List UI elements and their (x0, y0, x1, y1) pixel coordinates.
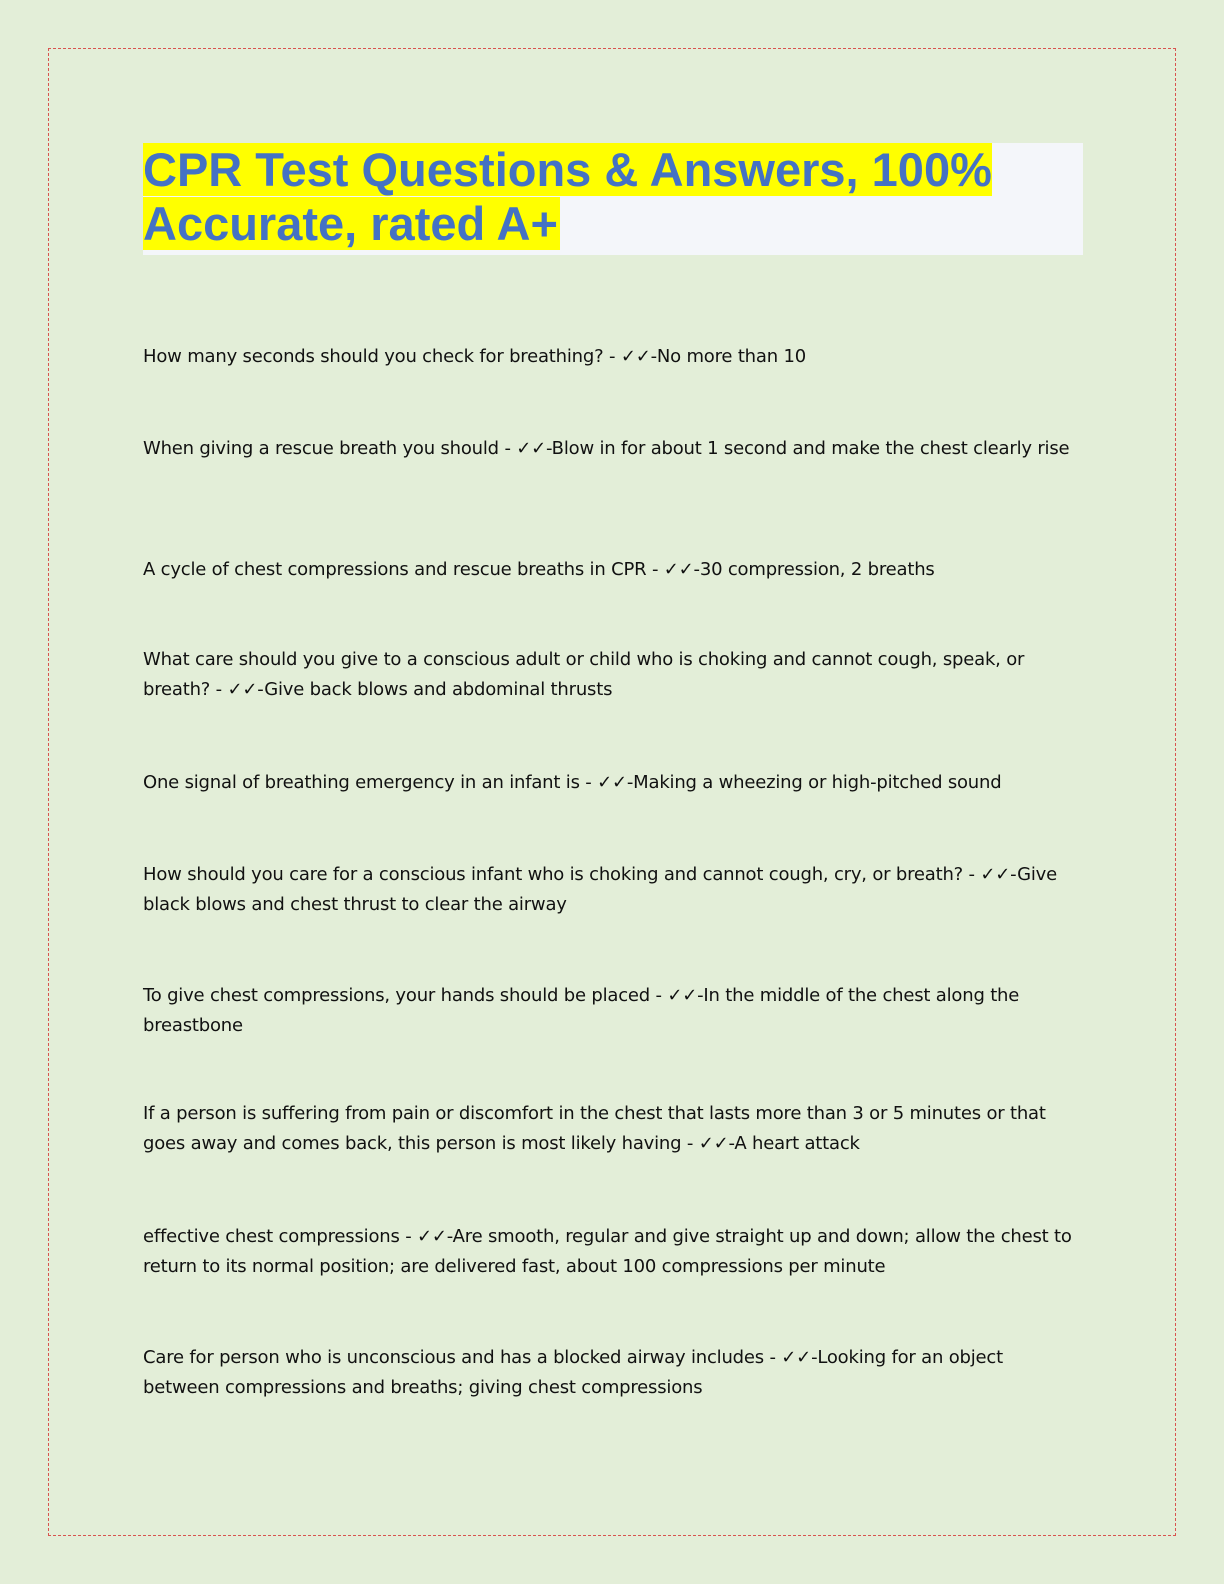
answer-text: -In the middle of the chest along the breastbone (143, 985, 1020, 1036)
qa-item (143, 1222, 1083, 1282)
answer-text: -Give black blows and chest thrust to clear the airway (143, 864, 1057, 915)
separator: - (646, 559, 664, 580)
answer-text: -Blow in for about 1 second and make the chest clearly rise (546, 438, 1070, 459)
answer-text: -30 compression, 2 breaths (693, 559, 935, 580)
document-title (143, 143, 1083, 251)
qa-item (143, 555, 1083, 585)
question-text: To give chest compressions, your hands should be placed (143, 985, 651, 1006)
qa-item (143, 768, 1083, 798)
answer-text: -No more than 10 (650, 346, 806, 367)
check-mark-icon: ✓✓ (781, 1347, 812, 1368)
separator: - (763, 1347, 782, 1368)
check-mark-icon: ✓✓ (620, 346, 651, 367)
qa-item (143, 981, 1083, 1041)
title-block (143, 143, 1083, 255)
question-text: Care for person who is unconscious and has a blocked airway includes (143, 1347, 764, 1368)
answer-text: -Looking for an object between compressions and breaths; giving chest compressions (143, 1347, 1003, 1398)
check-mark-icon: ✓✓ (667, 985, 698, 1006)
check-mark-icon: ✓✓ (417, 1226, 447, 1247)
question-text: How should you care for a conscious infant who is choking and cannot cough, cry, or breath? (143, 864, 964, 885)
qa-item (143, 1099, 1083, 1159)
question-text: What care should you give to a conscious adult or child who is choking and cannot cough, speak, or breath? (143, 649, 1025, 700)
answer-text: -Are smooth, regular and give straight up and down; allow the chest to return to its normal position; are delivered fast, about 100 compressions per minute (143, 1226, 1072, 1277)
check-mark-icon: ✓✓ (663, 559, 694, 580)
question-text: One signal of breathing emergency in an infant is (143, 772, 580, 793)
qa-item (143, 342, 1083, 372)
qa-item (143, 645, 1083, 705)
check-mark-icon: ✓✓ (516, 438, 547, 459)
qa-item (143, 1343, 1083, 1403)
qa-item (143, 434, 1083, 464)
separator: - (681, 1133, 699, 1154)
question-text: When giving a rescue breath you should (143, 438, 499, 459)
separator: - (963, 864, 981, 885)
separator: - (603, 346, 621, 367)
separator: - (579, 772, 598, 793)
question-text: effective chest compressions (143, 1226, 400, 1247)
separator: - (650, 985, 668, 1006)
check-mark-icon: ✓✓ (698, 1133, 729, 1154)
question-text: A cycle of chest compressions and rescue breaths in CPR (143, 559, 647, 580)
separator: - (399, 1226, 418, 1247)
separator: - (210, 679, 228, 700)
answer-text: -A heart attack (728, 1133, 860, 1154)
answer-text: -Making a wheezing or high-pitched sound (626, 772, 1002, 793)
answer-text: -Give back blows and abdominal thrusts (257, 679, 613, 700)
separator: - (498, 438, 517, 459)
check-mark-icon: ✓✓ (227, 679, 258, 700)
question-text: How many seconds should you check for breathing? (143, 346, 604, 367)
qa-item (143, 860, 1083, 920)
check-mark-icon: ✓✓ (597, 772, 627, 793)
question-text: If a person is suffering from pain or discomfort in the chest that lasts more than 3 or 5 minutes or that goes away and comes back, this person is most likely having (143, 1103, 1046, 1154)
title-highlight: CPR Test Questions & Answers, 100% Accurate, rated A+ (143, 143, 992, 250)
check-mark-icon: ✓✓ (980, 864, 1011, 885)
